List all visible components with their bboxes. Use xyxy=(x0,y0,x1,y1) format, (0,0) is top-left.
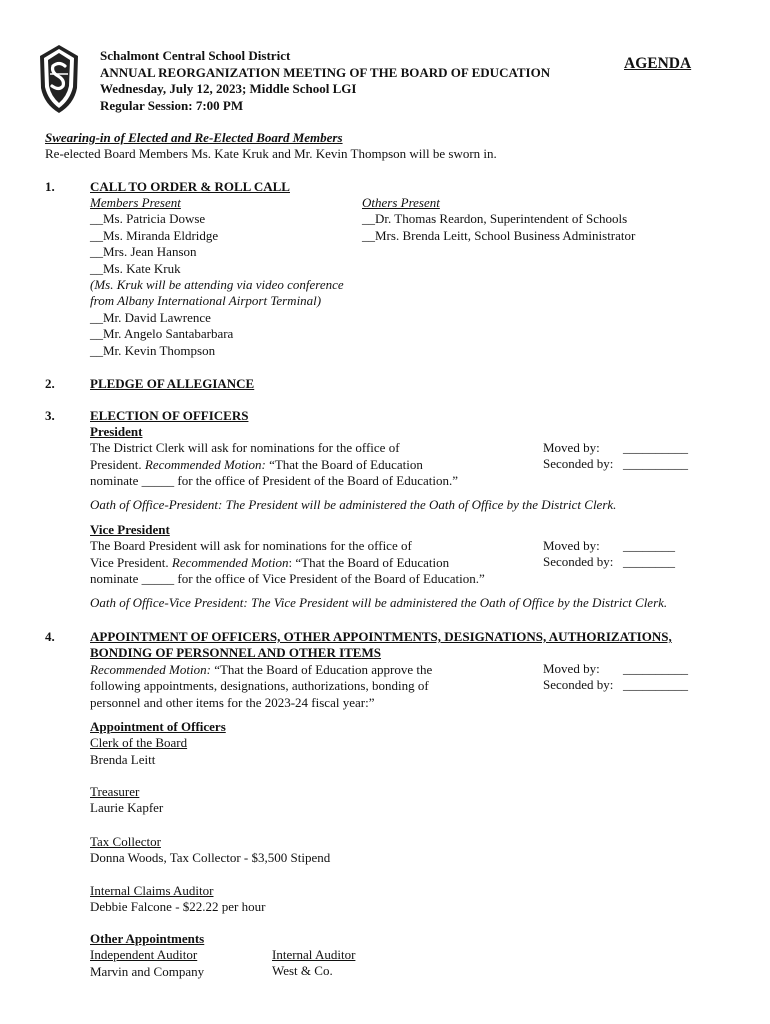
item-4-text-line: personnel and other items for the 2023-24 fiscal year:” xyxy=(90,694,375,710)
seconded-by-label: Seconded by: xyxy=(543,677,614,693)
meeting-session: Regular Session: 7:00 PM xyxy=(100,97,244,113)
appointment-of-officers xyxy=(90,719,226,768)
member-line: __Ms. Miranda Eldridge xyxy=(90,227,219,243)
recommended-motion-label: Recommended Motion: xyxy=(90,661,211,677)
seconded-by-blank: __________ xyxy=(623,456,688,472)
vice-president-oath: Oath of Office-Vice President: The Vice President will be administered the Oath of Office by the District Clerk. xyxy=(90,595,668,610)
members-present-heading: Members Present xyxy=(90,195,181,210)
moved-by-blank: __________ xyxy=(623,440,688,455)
district-shield-logo-icon xyxy=(38,44,80,114)
vice-president-section xyxy=(90,522,485,588)
independent-auditor-name: Marvin and Company xyxy=(90,963,205,979)
text-fragment: “That the Board of Education approve the xyxy=(210,661,433,677)
seconded-by-label: Seconded by: xyxy=(543,554,614,570)
treasurer-label: Treasurer xyxy=(90,784,140,799)
independent-auditor-label: Independent Auditor xyxy=(90,947,198,963)
meeting-date-location: Wednesday, July 12, 2023; Middle School LGI xyxy=(100,81,357,97)
item-2-number: 2. xyxy=(45,376,55,391)
swearing-in-text: Re-elected Board Members Ms. Kate Kruk and Mr. Kevin Thompson will be sworn in. xyxy=(45,146,497,161)
treasurer-block xyxy=(90,784,163,817)
member-line: __Mrs. Jean Hanson xyxy=(90,244,197,260)
president-text-line: nominate _____ for the office of President of the Board of Education.” xyxy=(90,473,458,489)
item-3-title: ELECTION OF OFFICERS xyxy=(90,408,249,423)
internal-auditor-name: West & Co. xyxy=(272,963,333,979)
member-line: __Ms. Kate Kruk xyxy=(90,260,181,276)
internal-auditor-block xyxy=(272,947,355,980)
other-line: __Mrs. Brenda Leitt, School Business Administrator xyxy=(362,227,636,243)
others-present-list xyxy=(362,195,635,244)
president-oath: Oath of Office-President: The President will be administered the Oath of Office by the District Clerk. xyxy=(90,497,617,512)
president-text-line xyxy=(90,457,458,473)
president-section xyxy=(90,424,458,490)
item-4-title: BONDING OF PERSONNEL AND OTHER ITEMS xyxy=(90,645,381,661)
clerk-label: Clerk of the Board xyxy=(90,735,188,751)
document-header xyxy=(100,48,550,114)
member-line: __Ms. Patricia Dowse xyxy=(90,211,206,227)
members-present-list xyxy=(90,195,344,359)
seconded-by-blank: ________ xyxy=(623,554,675,570)
item-4-vote-block xyxy=(543,661,688,694)
recommended-motion-label: Recommended Motion: xyxy=(144,456,266,472)
district-name: Schalmont Central School District xyxy=(100,48,291,63)
text-fragment: Vice President. xyxy=(90,554,172,570)
president-heading: President xyxy=(90,424,143,439)
text-fragment: President. xyxy=(90,456,145,472)
item-3-number: 3. xyxy=(45,408,55,423)
claims-auditor-label: Internal Claims Auditor xyxy=(90,883,214,898)
moved-by-label: Moved by: xyxy=(543,661,600,676)
recommended-motion-label: Recommended Motion xyxy=(171,554,289,570)
member-note: (Ms. Kruk will be attending via video conference xyxy=(90,277,344,293)
tax-collector-name: Donna Woods, Tax Collector - $3,500 Stipend xyxy=(90,850,331,866)
moved-by-label: Moved by: xyxy=(543,538,600,553)
other-line: __Dr. Thomas Reardon, Superintendent of Schools xyxy=(362,211,628,227)
moved-by-label: Moved by: xyxy=(543,440,600,455)
vice-text-line: nominate _____ for the office of Vice President of the Board of Education.” xyxy=(90,571,485,587)
member-line: __Mr. Kevin Thompson xyxy=(90,342,216,358)
member-note: from Albany International Airport Terminal) xyxy=(90,293,322,309)
swearing-in-heading: Swearing-in of Elected and Re-Elected Board Members xyxy=(45,130,343,145)
item-4-title: APPOINTMENT OF OFFICERS, OTHER APPOINTMENTS, DESIGNATIONS, AUTHORIZATIONS, xyxy=(90,629,672,644)
claims-auditor-block xyxy=(90,883,265,916)
vice-president-heading: Vice President xyxy=(90,522,170,537)
clerk-name: Brenda Leitt xyxy=(90,751,156,767)
president-text-line: The District Clerk will ask for nominations for the office of xyxy=(90,440,400,456)
moved-by-blank: ________ xyxy=(623,538,675,553)
other-appointments xyxy=(90,931,204,980)
text-fragment: “That the Board of Education xyxy=(265,456,423,472)
text-fragment: : “That the Board of Education xyxy=(288,554,450,570)
vice-vote-block xyxy=(543,538,675,571)
tax-collector-label: Tax Collector xyxy=(90,834,161,849)
seconded-by-label: Seconded by: xyxy=(543,456,614,472)
item-1-title: CALL TO ORDER & ROLL CALL xyxy=(90,179,290,194)
item-4-number: 4. xyxy=(45,629,55,644)
meeting-title: ANNUAL REORGANIZATION MEETING OF THE BOARD OF EDUCATION xyxy=(100,64,551,80)
internal-auditor-label: Internal Auditor xyxy=(272,947,356,962)
moved-by-blank: __________ xyxy=(623,661,688,676)
others-present-heading: Others Present xyxy=(362,195,440,210)
claims-auditor-name: Debbie Falcone - $22.22 per hour xyxy=(90,899,266,915)
vice-text-line: The Board President will ask for nominations for the office of xyxy=(90,538,412,554)
member-line: __Mr. David Lawrence xyxy=(90,309,211,325)
president-vote-block xyxy=(543,440,688,473)
vice-text-line xyxy=(90,555,485,571)
other-appointments-heading: Other Appointments xyxy=(90,931,205,946)
item-1-number: 1. xyxy=(45,179,55,194)
treasurer-name: Laurie Kapfer xyxy=(90,800,164,816)
item-4-text-line: following appointments, designations, authorizations, bonding of xyxy=(90,678,429,694)
agenda-label: AGENDA xyxy=(624,55,692,72)
seconded-by-blank: __________ xyxy=(623,677,688,693)
member-line: __Mr. Angelo Santabarbara xyxy=(90,326,234,342)
tax-collector-block xyxy=(90,834,330,867)
appointment-heading: Appointment of Officers xyxy=(90,719,226,734)
item-2-title: PLEDGE OF ALLEGIANCE xyxy=(90,376,255,391)
